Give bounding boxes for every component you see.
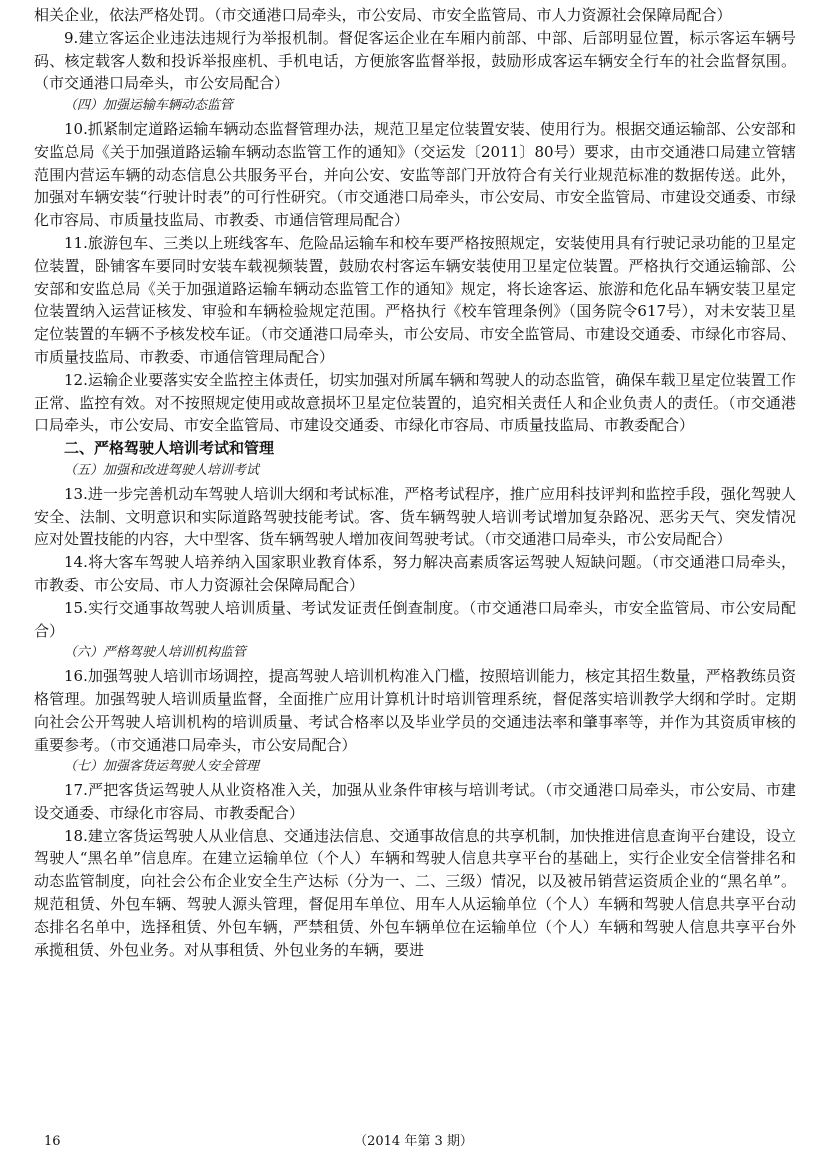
paragraph-13: 13.进一步完善机动车驾驶人培训大纲和考试标准，严格考试程序，推广应用科技评判和监控手段，强化驾驶人安全、法制、文明意识和实际道路驾驶技能考试。客、货车辆驾驶人培训考试增加复杂路况、恶劣天气、突发情况应对处置技能的内容，大中型客、货车辆驾驶人增加夜间驾驶考试。（市交通港口局牵头，市公安局配合） xyxy=(34,484,796,549)
subheading-4: （四）加强运输车辆动态监管 xyxy=(63,98,233,114)
paragraph-9: 9.建立客运企业违法违规行为举报机制。督促客运企业在车厢内前部、中部、后部明显位置，标示客运车辆号码、核定载客人数和投诉举报座机、手机电话，方便旅客监督举报，鼓励形成客运车辆安全行车的社会监督氛围。（市交通港口局牵头，市公安局配合） xyxy=(34,28,796,93)
paragraph-12: 12.运输企业要落实安全监控主体责任，切实加强对所属车辆和驾驶人的动态监管，确保车载卫星定位装置工作正常、监控有效。对不按照规定使用或故意损坏卫星定位装置的，追究相关责任人和企业负责人的责任。（市交通港口局牵头，市公安局、市安全监管局、市建设交通委、市绿化市容局、市质量技监局、市教委配合） xyxy=(34,370,796,435)
paragraph-17: 17.严把客货运驾驶人从业资格准入关，加强从业条件审核与培训考试。（市交通港口局牵头，市公安局、市建设交通委、市绿化市容局、市教委配合） xyxy=(34,781,796,822)
subheading-5: （五）加强和改进驾驶人培训考试 xyxy=(63,462,259,478)
paragraph-11: 11.旅游包车、三类以上班线客车、危险品运输车和校车要严格按照规定，安装使用具有行驶记录功能的卫星定位装置，卧铺客车要同时安装车载视频装置，鼓励农村客运车辆安装使用卫星定位装置。严格执行交通运输部、公安部和安监总局《关于加强道路运输车辆动态监管工作的通知》规定，将长途客运、旅游和危化品车辆安装卫星定位装置纳入运营证核发、审验和车辆检验规定范围。严格执行《校车管理条例》（国务院令617号），对未安装卫星定位装置的车辆不予核发校车证。（市交通港口局牵头，市公安局、市安全监管局、市建设交通委、市绿化市容局、市质量技监局、市教委、市通信管理局配合） xyxy=(34,233,796,366)
section-heading-2: 二、严格驾驶人培训考试和管理 xyxy=(64,439,275,458)
paragraph-continued: 相关企业，依法严格处罚。（市交通港口局牵头，市公安局、市安全监管局、市人力资源社会保障局配合） xyxy=(34,6,732,24)
page-number: 16 xyxy=(44,1134,61,1149)
paragraph-15: 15.实行交通事故驾驶人培训质量、考试发证责任倒查制度。（市交通港口局牵头，市安全监管局、市公安局配合） xyxy=(34,598,796,640)
paragraph-18: 18.建立客货运驾驶人从业信息、交通违法信息、交通事故信息的共享机制，加快推进信息查询平台建设，设立驾驶人“黑名单”信息库。在建立运输单位（个人）车辆和驾驶人信息共享平台的基础上，实行企业安全信誉排名和动态监管制度，向社会公布企业安全生产达标（分为一、二、三级）情况，以及被吊销营运资质企业的“黑名单”。规范租赁、外包车辆、驾驶人源头管理，督促用车单位、用车人从运输单位（个人）车辆和驾驶人信息共享平台动态排名名单中，选择租赁、外包车辆，严禁租赁、外包车辆单位在运输单位（个人）车辆和驾驶人信息共享平台外承揽租赁、外包业务。对从事租赁、外包业务的车辆，要进 xyxy=(34,826,796,959)
page-footer xyxy=(0,1131,827,1153)
document-body xyxy=(34,4,796,961)
issue-label: （2014 年第 3 期） xyxy=(354,1134,473,1149)
subheading-7: （七）加强客货运驾驶人安全管理 xyxy=(63,759,259,775)
paragraph-14: 14.将大客车驾驶人培养纳入国家职业教育体系，努力解决高素质客运驾驶人短缺问题。（市交通港口局牵头，市教委、市公安局、市人力资源社会保障局配合） xyxy=(34,553,796,594)
paragraph-16: 16.加强驾驶人培训市场调控，提高驾驶人培训机构准入门槛，按照培训能力，核定其招生数量，严格教练员资格管理。加强驾驶人培训质量监督，全面推广应用计算机计时培训管理系统，督促落实培训教学大纲和学时。定期向社会公开驾驶人培训机构的培训质量、考试合格率以及毕业学员的交通违法率和肇事率等，并作为其资质审核的重要参考。（市交通港口局牵头，市公安局配合） xyxy=(34,667,796,754)
paragraph-10: 10.抓紧制定道路运输车辆动态监督管理办法，规范卫星定位装置安装、使用行为。根据交通运输部、公安部和安监总局《关于加强道路运输车辆动态监管工作的通知》（交运发〔2011〕80号）要求，由市交通港口局建立管辖范围内营运车辆的动态信息公共服务平台，并向公安、安监等部门开放符合有关行业规范标准的数据传送。此外，加强对车辆安装“行驶计时表”的可行性研究。（市交通港口局牵头，市公安局、市安全监管局、市建设交通委、市绿化市容局、市质量技监局、市教委、市通信管理局配合） xyxy=(34,119,796,230)
subheading-6: （六）严格驾驶人培训机构监管 xyxy=(63,645,246,661)
